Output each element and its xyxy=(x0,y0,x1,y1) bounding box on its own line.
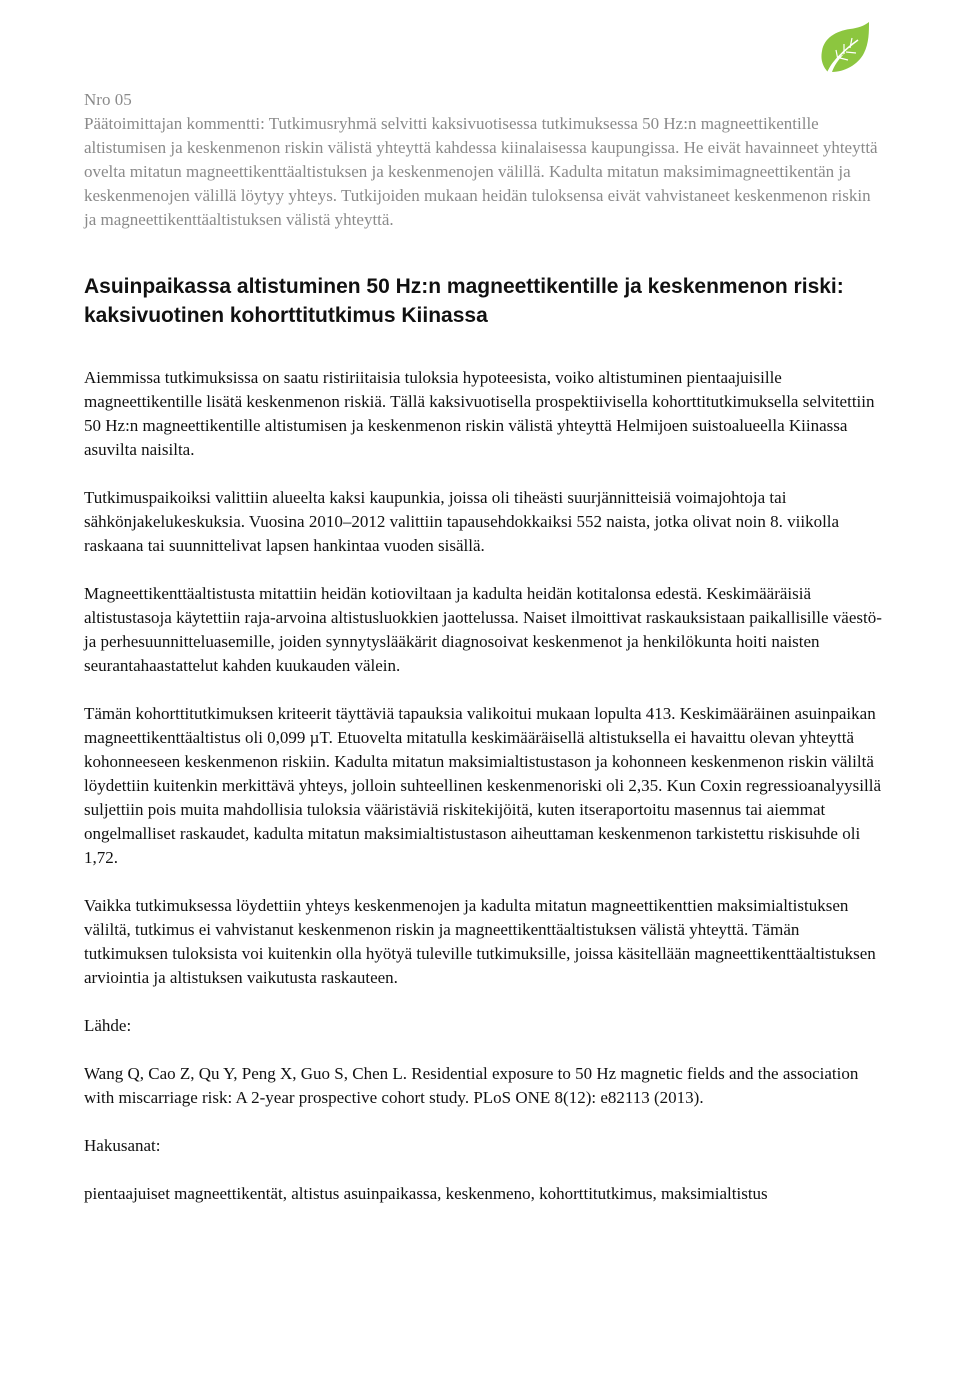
article-paragraph-1: Aiemmissa tutkimuksissa on saatu ristiriitaisia tuloksia hypoteesista, voiko altistuminen pientaajuisille magneettikentille lisätä keskenmenon riskiä. Tällä kaksivuotisella prospektiivisella kohorttitutkimuksella selvitettiin 50 Hz:n magneettikentille altistumisen ja keskenmenon riskin välistä yhteyttä Helmijoen suistoalueella Kiinassa asuvilta naisilta. xyxy=(84,368,875,459)
keywords-label: Hakusanat: xyxy=(84,1136,161,1155)
article-paragraph-4: Tämän kohorttitutkimuksen kriteerit täyttäviä tapauksia valikoitui mukaan lopulta 413. Keskimääräinen asuinpaikan magneettikenttäaltistus oli 0,099 µT. Etuovelta mitatulla keskimääräisellä altistuksella ei havaittu olevan yhteyttä kohonneeseen keskenmenon riskiin. Kadulta mitatun maksimialtistustason ja kohonneen keskenmenon riskin väliltä löydettiin kuitenkin merkittävä yhteys, jolloin suhteellinen keskenmenoriski oli 2,35. Kun Coxin regressioanalyysillä suljettiin pois muita mahdollisia tuloksia vääristäviä riskitekijöitä, kuten itseraportoitu masennus tai aiemmat ongelmalliset raskaudet, kadulta mitatun maksimialtistustason aiheuttaman keskenmenon tarkistettu riskisuhde oli 1,72. xyxy=(84,704,881,867)
keywords-text: pientaajuiset magneettikentät, altistus asuinpaikassa, keskenmeno, kohorttitutkimus, maksimialtistus xyxy=(84,1184,768,1203)
issue-number: Nro 05 xyxy=(84,90,132,109)
editor-comment: Päätoimittajan kommentti: Tutkimusryhmä selvitti kaksivuotisessa tutkimuksessa 50 Hz:n magneettikentille altistumisen ja keskenmenon riskin välistä yhteyttä kahdessa kiinalaisessa kaupungissa. He eivät havainneet yhteyttä ovelta mitatun magneettikenttäaltistuksen ja keskenmenojen välillä. Kadulta mitatun maksimimagneettikentän ja keskenmenojen välillä löytyy yhteys. Tutkijoiden mukaan heidän tuloksensa eivät vahvistaneet keskenmenon riskin ja magneettikenttäaltistuksen välistä yhteyttä. xyxy=(84,114,878,229)
article-paragraph-2: Tutkimuspaikoiksi valittiin alueelta kaksi kaupunkia, joissa oli tiheästi suurjännitteisiä voimajohtoja tai sähkönjakelukeskuksia. Vuosina 2010–2012 valittiin tapausehdokkaiksi 552 naista, jotka olivat noin 8. viikolla raskaana tai suunnittelivat lapsen hankintaa vuoden sisällä. xyxy=(84,488,840,555)
source-label: Lähde: xyxy=(84,1016,132,1035)
article-title: Asuinpaikassa altistuminen 50 Hz:n magneettikentille ja keskenmenon riski: kaksivuotinen kohorttitutkimus Kiinassa xyxy=(84,275,844,327)
source-reference: Wang Q, Cao Z, Qu Y, Peng X, Guo S, Chen L. Residential exposure to 50 Hz magnetic fields and the association with miscarriage risk: A 2-year prospective cohort study. PLoS ONE 8(12): e82113 (2013). xyxy=(84,1064,859,1107)
document-page xyxy=(84,88,884,1206)
article-paragraph-3: Magneettikenttäaltistusta mitattiin heidän kotioviltaan ja kadulta heidän kotitalonsa edestä. Keskimääräisiä altistustasoja käytettiin raja-arvoina altistusluokkien jaottelussa. Naiset ilmoittivat raskauksistaan paikallisille väestö- ja perhesuunnitteluasemille, joiden synnytyslääkärit diagnosoivat keskenmenot ja henkilökunta hoiti naisten seurantahaastattelut kahden kuukauden välein. xyxy=(84,584,882,675)
article-paragraph-5: Vaikka tutkimuksessa löydettiin yhteys keskenmenojen ja kadulta mitatun magneettikenttien maksimialtistuksen väliltä, tutkimus ei vahvistanut keskenmenon riskin ja magneettikenttäaltistuksen välistä yhteyttä. Tämän tutkimuksen tuloksista voi kuitenkin olla hyötyä tuleville tutkimuksille, joissa käsitellään magneettikenttäaltistuksen arviointia ja altistuksen vaikutusta raskauteen. xyxy=(84,896,876,987)
leaf-logo-icon xyxy=(814,20,872,74)
